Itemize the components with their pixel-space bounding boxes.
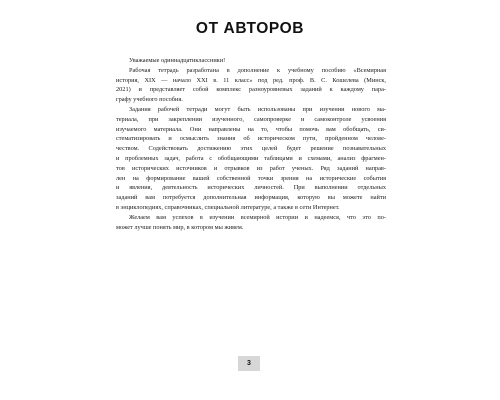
paragraph-wishes bbox=[116, 213, 386, 233]
paragraph-greeting bbox=[116, 56, 386, 66]
text-line: изучаемого материала. Они направлены на то, чтобы помочь вам обобщать, си- bbox=[116, 125, 386, 133]
text-line: 2021) и представляет собой комплекс разноуровневых заданий к каждому пара- bbox=[116, 86, 386, 94]
text-line: графу учебного пособия. bbox=[116, 96, 183, 104]
text-line: лен на формирование вашей собственной точки зрения на исторические события bbox=[116, 174, 386, 182]
paragraph-intro bbox=[116, 66, 386, 105]
text-line: Рабочая тетрадь разработана в дополнение к учебному пособию «Всемирная bbox=[129, 66, 386, 74]
text-line: заданий вам потребуется дополнительная информация, которую вы можете найти bbox=[116, 194, 386, 202]
preface-text bbox=[116, 56, 386, 232]
text-line: тов исторических источников и отрывков из работ ученых. Ряд заданий направ- bbox=[116, 164, 386, 172]
text-line: Уважаемые одиннадцатиклассники! bbox=[129, 57, 226, 64]
text-line: и явления, деятельность исторических личностей. При выполнении отдельных bbox=[116, 184, 386, 192]
text-line: история, XIX — начало XXI в. 11 класс» под ред. проф. В. С. Кошелева (Минск, bbox=[116, 76, 386, 84]
text-line: Задания рабочей тетради могут быть использованы при изучении нового ма- bbox=[129, 105, 386, 113]
text-line: чеством. Содействовать достижению этих целей будет решение познавательных bbox=[116, 145, 386, 153]
page-number-badge: 3 bbox=[238, 356, 260, 371]
text-line: может лучше понять мир, в котором мы живем. bbox=[116, 223, 244, 231]
text-line: стематизировать и осмыслить знания об историческом пути, пройденном челове- bbox=[116, 135, 386, 143]
paragraph-tasks bbox=[116, 105, 386, 213]
text-line: териала, при закреплении изученного, самопроверке и самоконтроле усвоения bbox=[116, 115, 386, 123]
text-line: и проблемных задач, работа с обобщающими таблицами и схемами, анализ фрагмен- bbox=[116, 154, 386, 162]
text-line: в энциклопедиях, справочниках, специальной литературе, а также в сети Интернет. bbox=[116, 203, 340, 211]
text-line: Желаем вам успехов в изучении всемирной истории и надеемся, что это по- bbox=[129, 213, 386, 221]
page-title: ОТ АВТОРОВ bbox=[195, 20, 305, 37]
